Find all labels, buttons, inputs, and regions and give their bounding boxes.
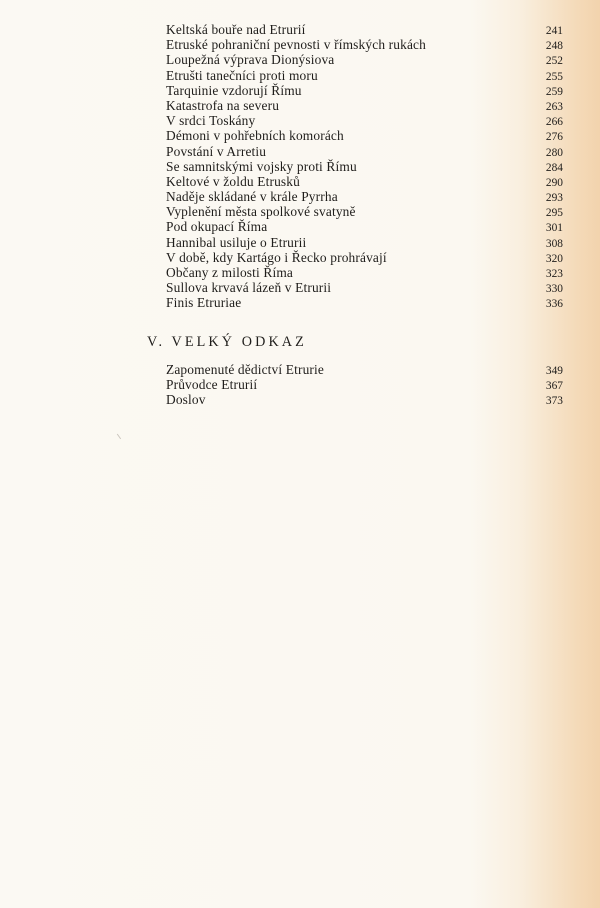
toc-entry-page: 248 <box>545 40 563 53</box>
toc-entry <box>166 113 563 128</box>
toc-entry-title: Etruské pohraniční pevnosti v římských rukách <box>166 37 426 53</box>
toc-entry-page: 367 <box>545 380 563 393</box>
toc-entry-page: 336 <box>545 298 563 311</box>
toc-entry <box>166 52 563 67</box>
toc-list-part-iv <box>166 22 563 311</box>
toc-entry-page: 252 <box>545 55 563 68</box>
toc-entry-title: Loupežná výprava Dionýsiova <box>166 52 335 68</box>
toc-entry-page: 290 <box>545 176 563 189</box>
toc-entry <box>166 98 563 113</box>
toc-entry-page: 284 <box>545 161 563 174</box>
toc-entry-page: 293 <box>545 192 563 205</box>
toc-entry-page: 255 <box>545 70 563 83</box>
toc-entry-page: 276 <box>545 131 563 144</box>
toc-entry-title: Naděje skládané v krále Pyrrha <box>166 189 338 205</box>
toc-entry-title: Se samnitskými vojsky proti Římu <box>166 158 357 174</box>
toc-entry <box>166 295 563 310</box>
toc-entry-page: 301 <box>545 222 563 235</box>
toc-entry-page: 241 <box>545 25 563 37</box>
toc-entry <box>166 250 563 265</box>
toc-entry <box>166 144 563 159</box>
toc-entry-page: 323 <box>545 268 563 280</box>
toc-entry-title: Zapomenuté dědictví Etrurie <box>166 362 324 377</box>
toc-entry <box>166 159 563 174</box>
toc-entry-page: 308 <box>545 237 563 250</box>
toc-entry-page: 349 <box>545 365 563 377</box>
toc-entry-title: Pod okupací Říma <box>166 219 268 235</box>
toc-entry-page: 266 <box>545 116 563 129</box>
toc-entry-title: Keltové v žoldu Etrusků <box>166 173 300 189</box>
toc-entry-page: 259 <box>545 85 563 98</box>
toc-entry-title: Katastrofa na severu <box>166 97 280 113</box>
toc-entry-title: Povstání v Arretiu <box>166 143 267 159</box>
toc-entry-page: 263 <box>545 100 563 113</box>
toc-entry <box>166 280 563 295</box>
toc-entry <box>166 204 563 219</box>
paper-speck <box>117 431 125 439</box>
toc-entry <box>166 219 563 234</box>
toc-entry-title: Etrušti tanečníci proti moru <box>166 67 318 83</box>
toc-entry-title: Hannibal usiluje o Etrurii <box>166 234 307 250</box>
toc-entry-page: 373 <box>545 395 563 408</box>
toc-entry-title: V srdci Toskány <box>166 113 256 129</box>
toc-entry-title: Keltská bouře nad Etrurií <box>166 22 306 37</box>
section-heading: V. VELKÝ ODKAZ <box>147 334 307 350</box>
toc-entry <box>166 22 563 37</box>
toc-entry-page: 330 <box>545 283 563 296</box>
toc-list-part-v <box>166 362 563 408</box>
toc-entry-title: V době, kdy Kartágo i Řecko prohrávají <box>166 249 387 265</box>
toc-entry <box>166 83 563 98</box>
toc-entry-title: Vyplenění města spolkové svatyně <box>166 204 356 220</box>
toc-entry <box>166 235 563 250</box>
toc-entry <box>166 68 563 83</box>
toc-entry-title: Doslov <box>166 392 206 408</box>
toc-entry <box>166 174 563 189</box>
toc-entry-title: Tarquinie vzdorují Římu <box>166 82 302 98</box>
toc-entry <box>166 189 563 204</box>
toc-entry <box>166 377 563 392</box>
toc-entry <box>166 128 563 143</box>
toc-entry <box>166 362 563 377</box>
toc-entry-title: Finis Etruriae <box>166 295 242 311</box>
toc-entry-title: Průvodce Etrurií <box>166 377 258 393</box>
toc-entry-page: 280 <box>545 146 563 159</box>
toc-entry-page: 320 <box>545 252 563 265</box>
toc-entry-page: 295 <box>545 207 563 220</box>
toc-entry <box>166 37 563 52</box>
toc-entry <box>166 392 563 407</box>
toc-entry-title: Občany z milosti Říma <box>166 265 293 280</box>
toc-entry-title: Démoni v pohřebních komorách <box>166 128 344 144</box>
toc-entry-title: Sullova krvavá lázeň v Etrurii <box>166 280 332 296</box>
toc-entry <box>166 265 563 280</box>
